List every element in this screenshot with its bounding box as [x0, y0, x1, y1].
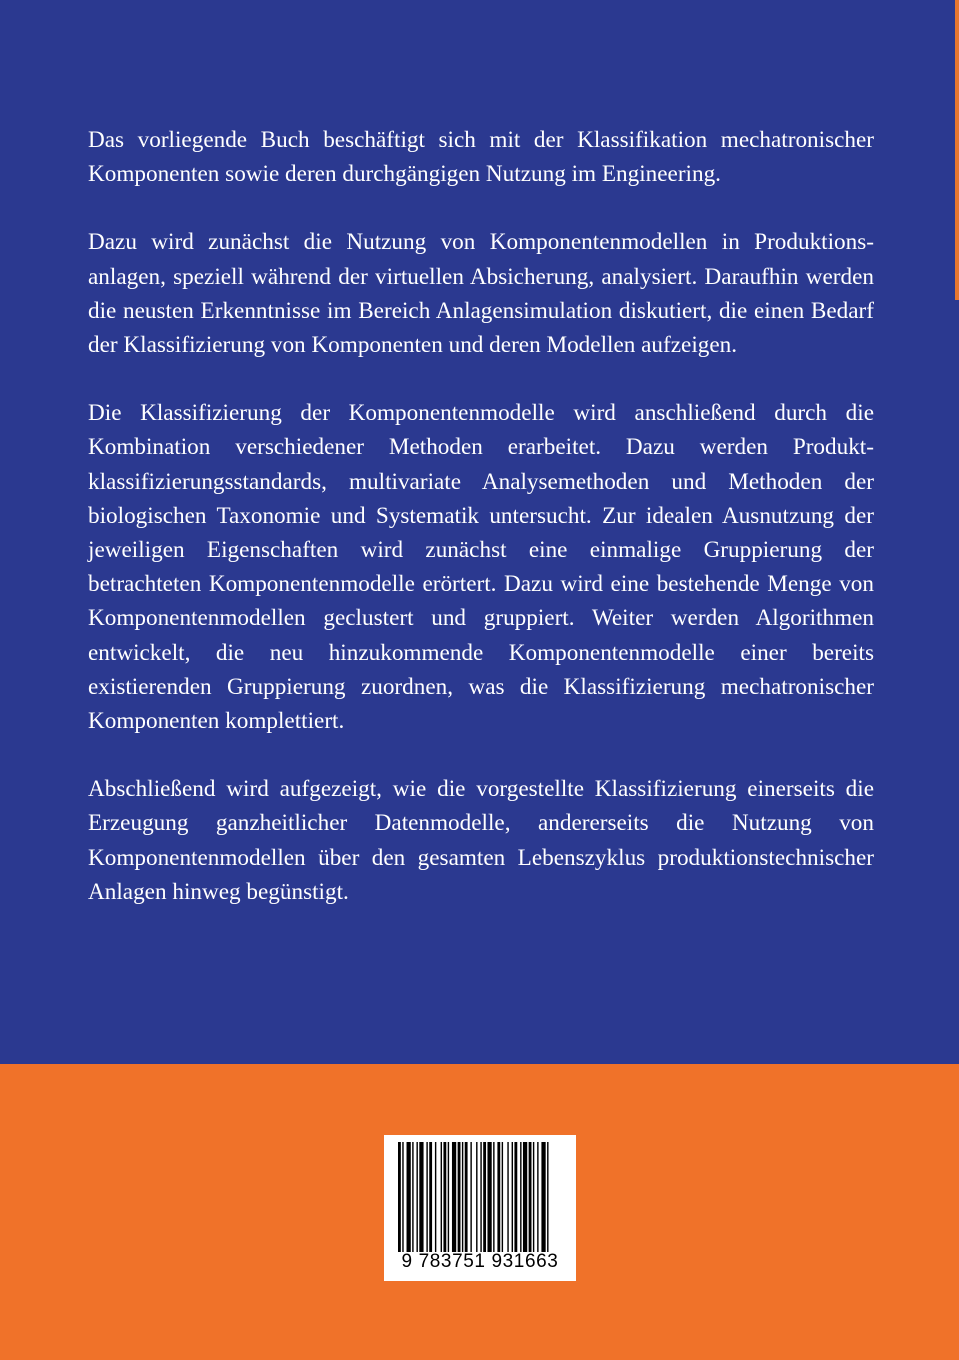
barcode-bar	[443, 1142, 446, 1252]
barcode-bar	[480, 1142, 481, 1252]
barcode-bar	[452, 1142, 456, 1252]
barcode-bar	[487, 1142, 491, 1252]
barcode-bar	[497, 1142, 500, 1252]
barcode-bar	[541, 1142, 545, 1252]
barcode-bar	[458, 1142, 461, 1252]
barcode-bar	[533, 1142, 534, 1252]
barcode-bar	[448, 1142, 449, 1252]
barcode-bar	[426, 1142, 427, 1252]
barcode-bar	[523, 1142, 527, 1252]
description-paragraph-3: Die Klassifizierung der Komponentenmodelle wird anschließend durch die Kombination verschiedener Methoden erarbeitet. Dazu werden Produktklassifizierungsstandards, multivariate Analysemethoden und Methoden der biologischen Taxonomie und Systematik untersucht. Zur idealen Ausnutzung der jeweiligen Eigenschaften wird zunächst eine einmalige Gruppierung der betrachteten Komponentenmodelle erörtert. Dazu wird eine bestehende Menge von Komponentenmodellen geclustert und gruppiert. Weiter werden Algorithmen entwickelt, die neu hinzukommende Komponentenmodelle einer bereits existierenden Gruppierung zuordnen, was die Klassifizierung mechatronischer Komponenten komplettiert.	[88, 400, 874, 735]
description-paragraph-1: Das vorliegende Buch beschäftigt sich mit der Klassifikation mechatronischer Komponenten sowie deren durchgängigen Nutzung im Engineering.	[88, 127, 874, 188]
barcode-bar	[512, 1142, 513, 1252]
barcode-bar	[547, 1142, 548, 1252]
barcode-bar	[435, 1142, 436, 1252]
barcode-bar	[493, 1142, 494, 1252]
barcode-bar	[402, 1142, 403, 1252]
barcode-bar	[416, 1142, 417, 1252]
barcode-bar	[412, 1142, 413, 1252]
barcode-bar	[483, 1142, 486, 1252]
description-paragraph-2: Dazu wird zunächst die Nutzung von Komponentenmodellen in Produktionsanlagen, speziell während der virtuellen Absicherung, analysiert. Daraufhin werden die neusten Erkenntnisse im Bereich Anlagensimulation diskutiert, die einen Bedarf der Klassifizierung von Komponenten und deren Modellen aufzeigen.	[88, 229, 874, 359]
spine-edge-strip	[955, 0, 959, 300]
book-description	[88, 123, 874, 943]
barcode-bar	[398, 1142, 401, 1252]
barcode-bar	[537, 1142, 538, 1252]
barcode-bar	[419, 1142, 423, 1252]
barcode-bar	[529, 1142, 532, 1252]
barcode-bar	[514, 1142, 517, 1252]
barcode-bar	[429, 1142, 432, 1252]
barcode-bar	[462, 1142, 463, 1252]
barcode-bar	[520, 1142, 521, 1252]
isbn-number: 9 783751 931663	[401, 1251, 559, 1272]
barcode-bar	[470, 1142, 471, 1252]
barcode-bar	[507, 1142, 508, 1252]
barcode-bar	[465, 1142, 468, 1252]
barcode-bars	[398, 1142, 562, 1252]
barcode-bar	[441, 1142, 442, 1252]
isbn-barcode	[384, 1135, 576, 1281]
barcode-bar	[502, 1142, 503, 1252]
description-paragraph-4: Abschließend wird aufgezeigt, wie die vorgestellte Klassifizierung einerseits die Erzeugung ganzheitlicher Datenmodelle, andererseits die Nutzung von Komponentenmodellen über den gesamten Lebenszyklus produktionstechnischer Anlagen hinweg begünstigt.	[88, 776, 874, 905]
barcode-bar	[407, 1142, 411, 1252]
barcode-bar	[476, 1142, 477, 1252]
